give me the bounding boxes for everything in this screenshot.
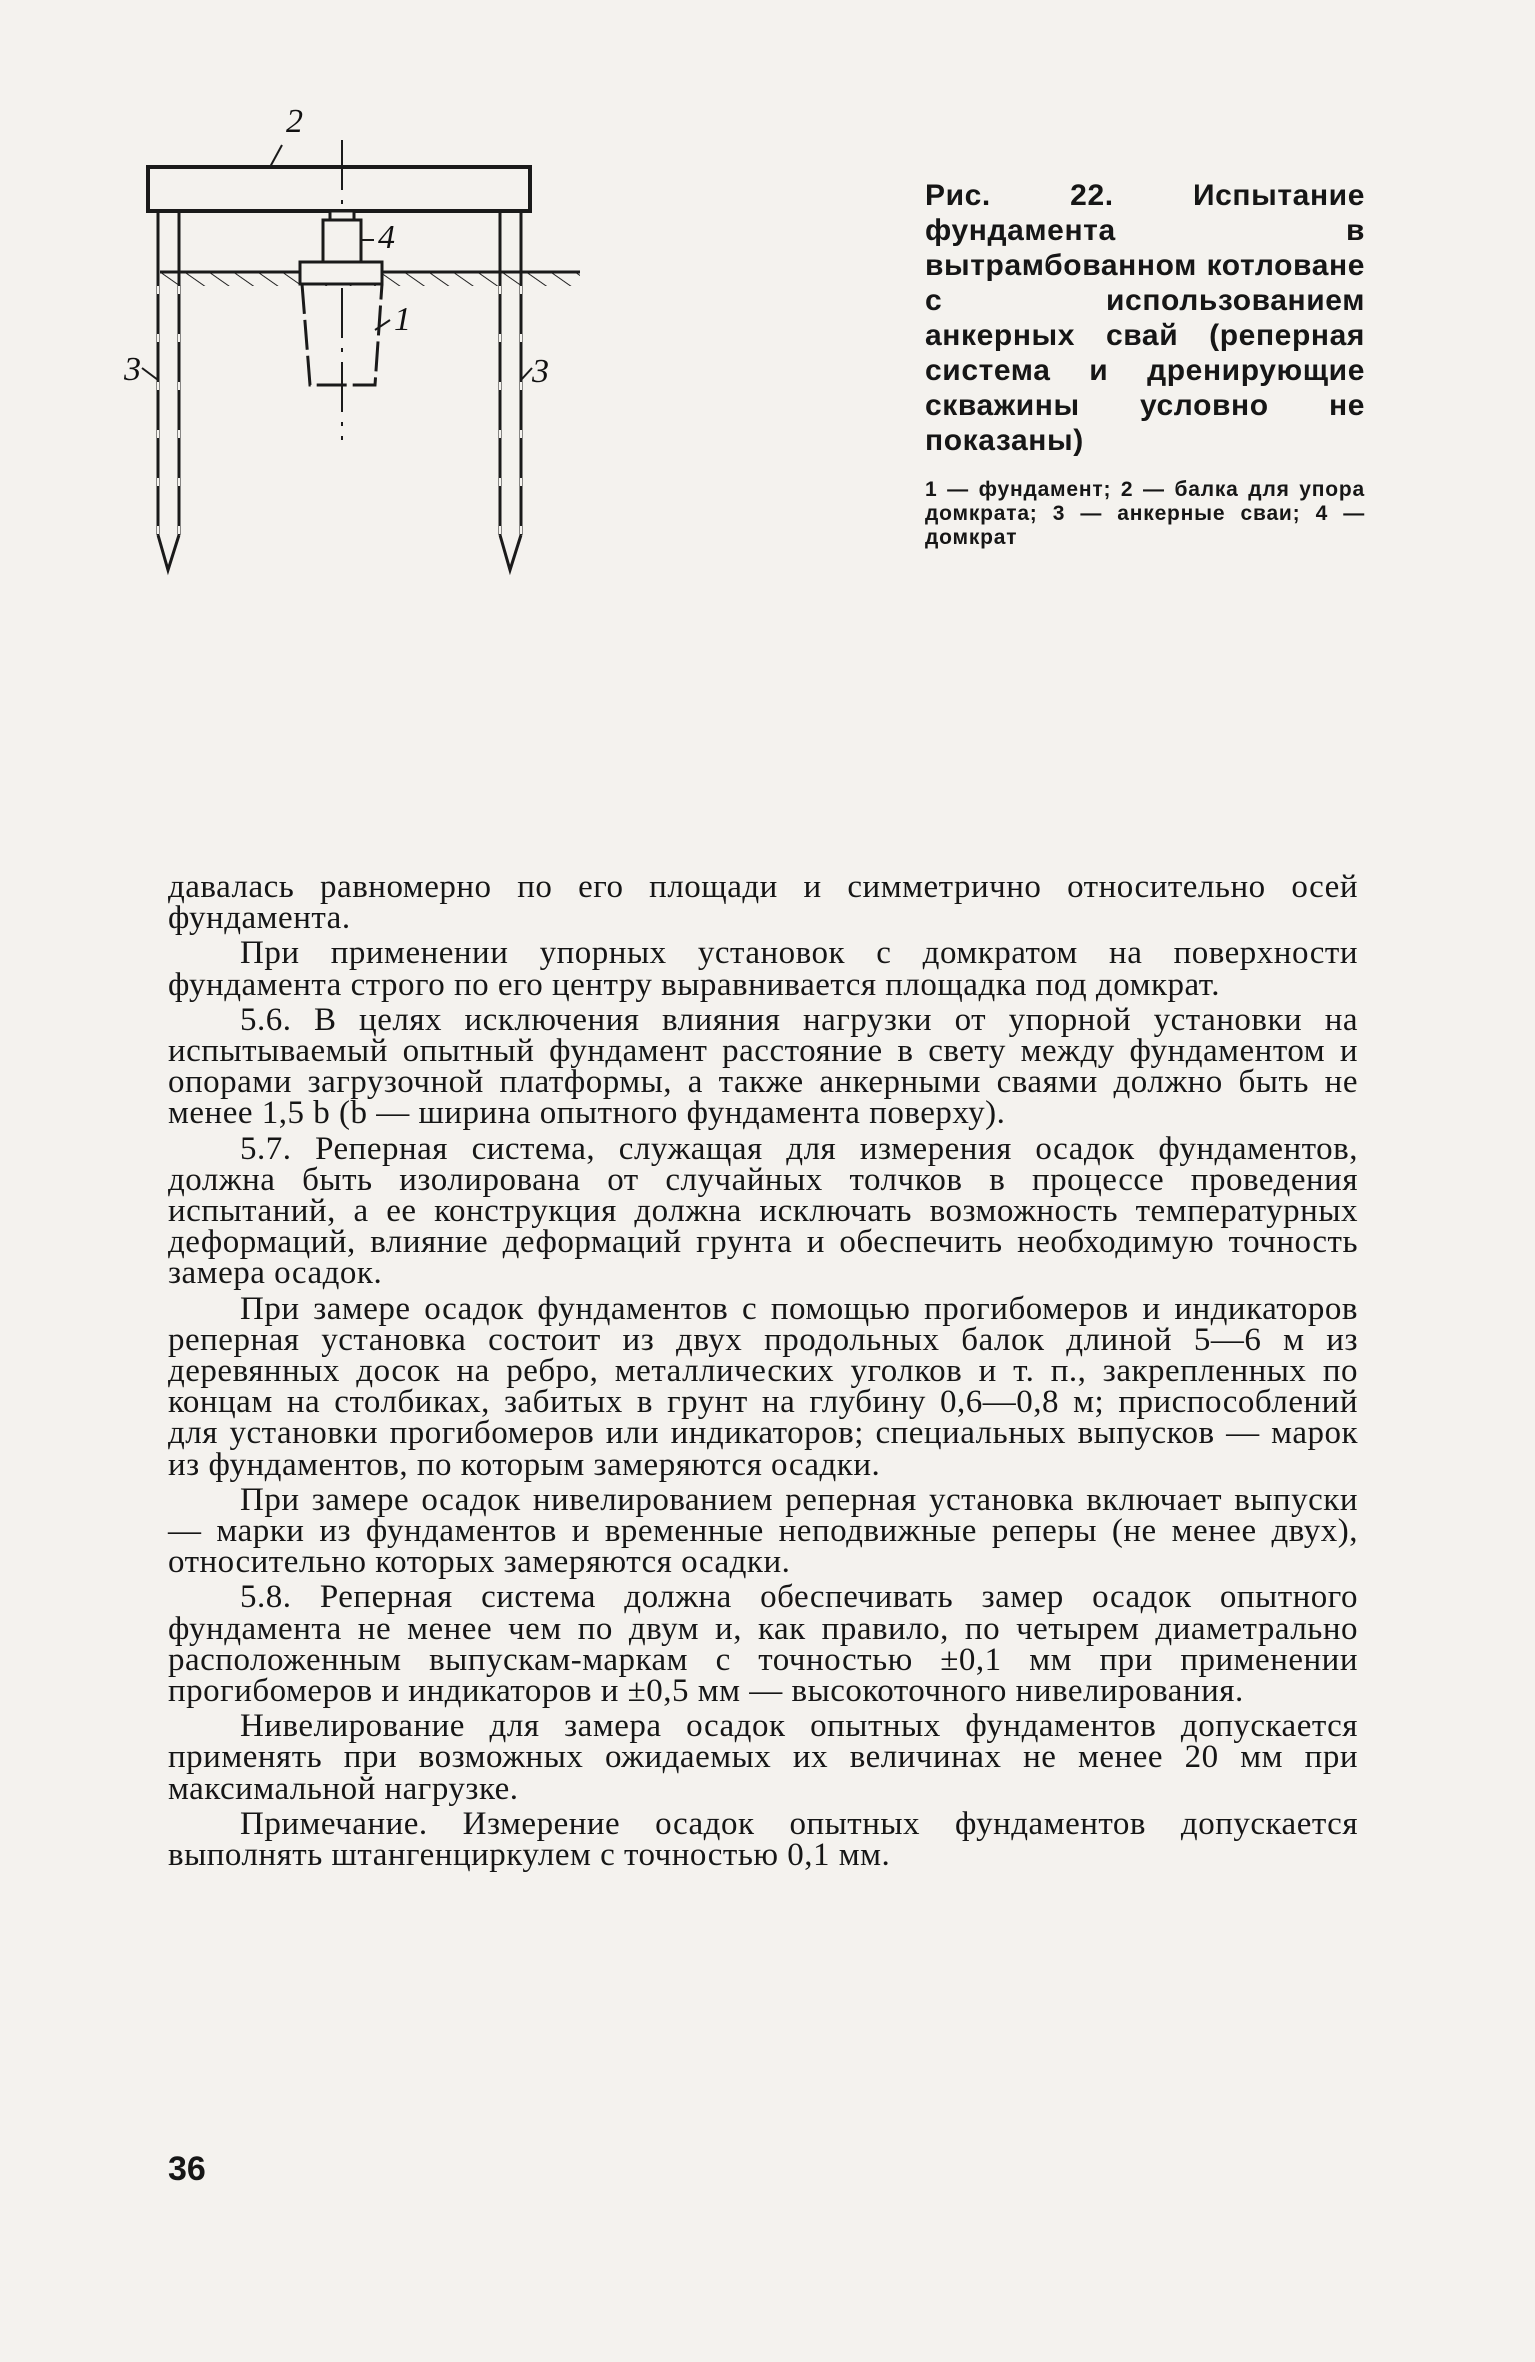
paragraph: 5.6. В целях исключения влияния нагрузки от упорной установки на испытываемый опытный фундамент расстояние в свету между фундаментом и опорами загрузочной платформы, а также анкерными сваями должно быть не менее 1,5 b (b — ширина опытного фундамента поверху). (168, 1001, 1358, 1132)
paragraph: Нивелирование для замера осадок опытных фундаментов допускается применять при возможных ожидаемых их величинах не менее 20 мм при максимальной нагрузке. (168, 1708, 1358, 1807)
foundation-cap (300, 262, 382, 284)
beam (148, 167, 530, 211)
page-number: 36 (168, 2150, 206, 2188)
caption-legend: 1 — фундамент; 2 — балка для упора домкрата; 3 — анкерные сваи; 4 — домкрат (925, 478, 1365, 549)
label-2: 2 (286, 103, 303, 140)
leader-3-left (142, 368, 158, 380)
paragraph: При замере осадок фундаментов с помощью прогибомеров и индикаторов реперная установка состоит из двух продольных балок длиной 5—6 м из деревянных досок на ребро, металлических уголков и т. п., закрепленных по концам на столбиках, забитых в грунт на глубину 0,6—0,8 м; приспособлений для установки прогибомеров или индикаторов; специальных выпусков — марок из фундаментов, по которым замеряются осадки. (168, 1290, 1358, 1483)
foundation-test-diagram (124, 103, 900, 840)
paragraph: При применении упорных установок с домкратом на поверхности фундамента строго по его центру выравнивается площадка под домкрат. (168, 935, 1358, 1003)
label-1: 1 (394, 301, 411, 338)
leader-2 (270, 145, 282, 167)
leader-3-right (521, 368, 532, 380)
paragraph: При замере осадок нивелированием реперная установка включает выпуски — марки из фундаментов и временные неподвижные реперы (не менее двух), относительно которых замеряются осадки. (168, 1481, 1358, 1581)
paragraph: давалась равномерно по его площади и симметрично относительно осей фундамента. (168, 869, 1358, 937)
caption-title: Рис. 22. Испытание фундамента в вытрамбованном котловане с использованием анкерных свай (реперная система и дренирующие скважины условно не показаны) (925, 179, 1365, 457)
figure-caption (925, 178, 1365, 550)
leader-1 (375, 320, 390, 330)
anchor-pile-right (500, 211, 521, 570)
body-text (168, 869, 1358, 1875)
jack (323, 220, 361, 262)
label-3-left: 3 (124, 351, 141, 388)
label-4: 4 (378, 219, 395, 256)
label-3-right: 3 (532, 353, 549, 390)
figure-22 (124, 103, 900, 840)
note-paragraph: Примечание. Измерение осадок опытных фундаментов допускается выполнять штангенциркулем с точностью 0,1 мм. (168, 1805, 1358, 1874)
paragraph: 5.8. Реперная система должна обеспечивать замер осадок опытного фундамента не менее чем по двум и, как правило, по четырем диаметрально расположенным выпускам-маркам с точностью ±0,1 мм при применении прогибомеров и индикаторов и ±0,5 мм — высокоточного нивелирования. (168, 1579, 1358, 1710)
paragraph: 5.7. Реперная система, служащая для измерения осадок фундаментов, должна быть изолирована от случайных толчков в процессе проведения испытаний, а ее конструкция должна исключать возможность температурных деформаций, влияние деформаций грунта и обеспечить необходимую точность замера осадок. (168, 1130, 1358, 1292)
anchor-pile-left (158, 211, 179, 570)
